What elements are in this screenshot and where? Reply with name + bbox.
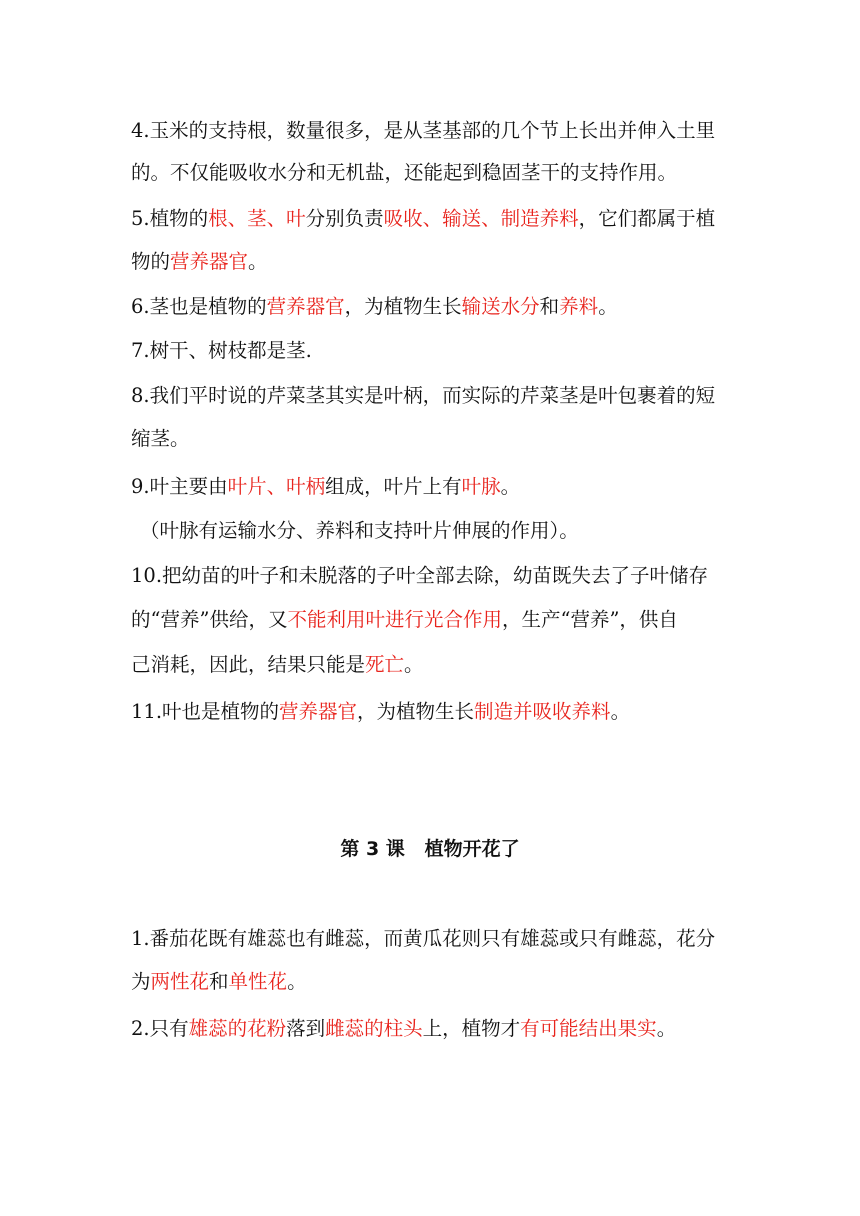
- text-line: 7.树干、树枝都是茎.: [131, 339, 312, 362]
- text-line: 己消耗，因此，结果只能是死亡。: [131, 653, 424, 676]
- text-line: （叶脉有运输水分、养料和支持叶片伸展的作用）。: [140, 519, 579, 542]
- text-line: 10.把幼苗的叶子和未脱落的子叶全部去除，幼苗既失去了子叶储存: [131, 564, 709, 587]
- text-line: 的“营养”供给，又不能利用叶进行光合作用，生产“营养”，供自: [131, 608, 678, 631]
- section-heading: 第 3 课 植物开花了: [340, 838, 520, 860]
- text-line: 缩茎。: [131, 427, 190, 450]
- text-line: 9.叶主要由叶片、叶柄组成，叶片上有叶脉。: [131, 475, 521, 498]
- text-line: 11.叶也是植物的营养器官，为植物生长制造并吸收养料。: [131, 700, 631, 723]
- text-line: 5.植物的根、茎、叶分别负责吸收、输送、制造养料，它们都属于植: [131, 207, 716, 230]
- text-line: 8.我们平时说的芹菜茎其实是叶柄，而实际的芹菜茎是叶包裹着的短: [131, 384, 716, 407]
- text-line: 物的营养器官。: [131, 250, 268, 273]
- text-line: 1.番茄花既有雄蕊也有雌蕊，而黄瓜花则只有雄蕊或只有雌蕊，花分: [131, 927, 716, 950]
- text-line: 为两性花和单性花。: [131, 970, 307, 993]
- text-line: 的。不仅能吸收水分和无机盐，还能起到稳固茎干的支持作用。: [131, 161, 678, 184]
- text-line: 4.玉米的支持根，数量很多，是从茎基部的几个节上长出并伸入土里: [131, 119, 716, 142]
- text-line: 2.只有雄蕊的花粉落到雌蕊的柱头上，植物才有可能结出果实。: [131, 1017, 677, 1040]
- text-line: 6.茎也是植物的营养器官，为植物生长输送水分和养料。: [131, 295, 618, 318]
